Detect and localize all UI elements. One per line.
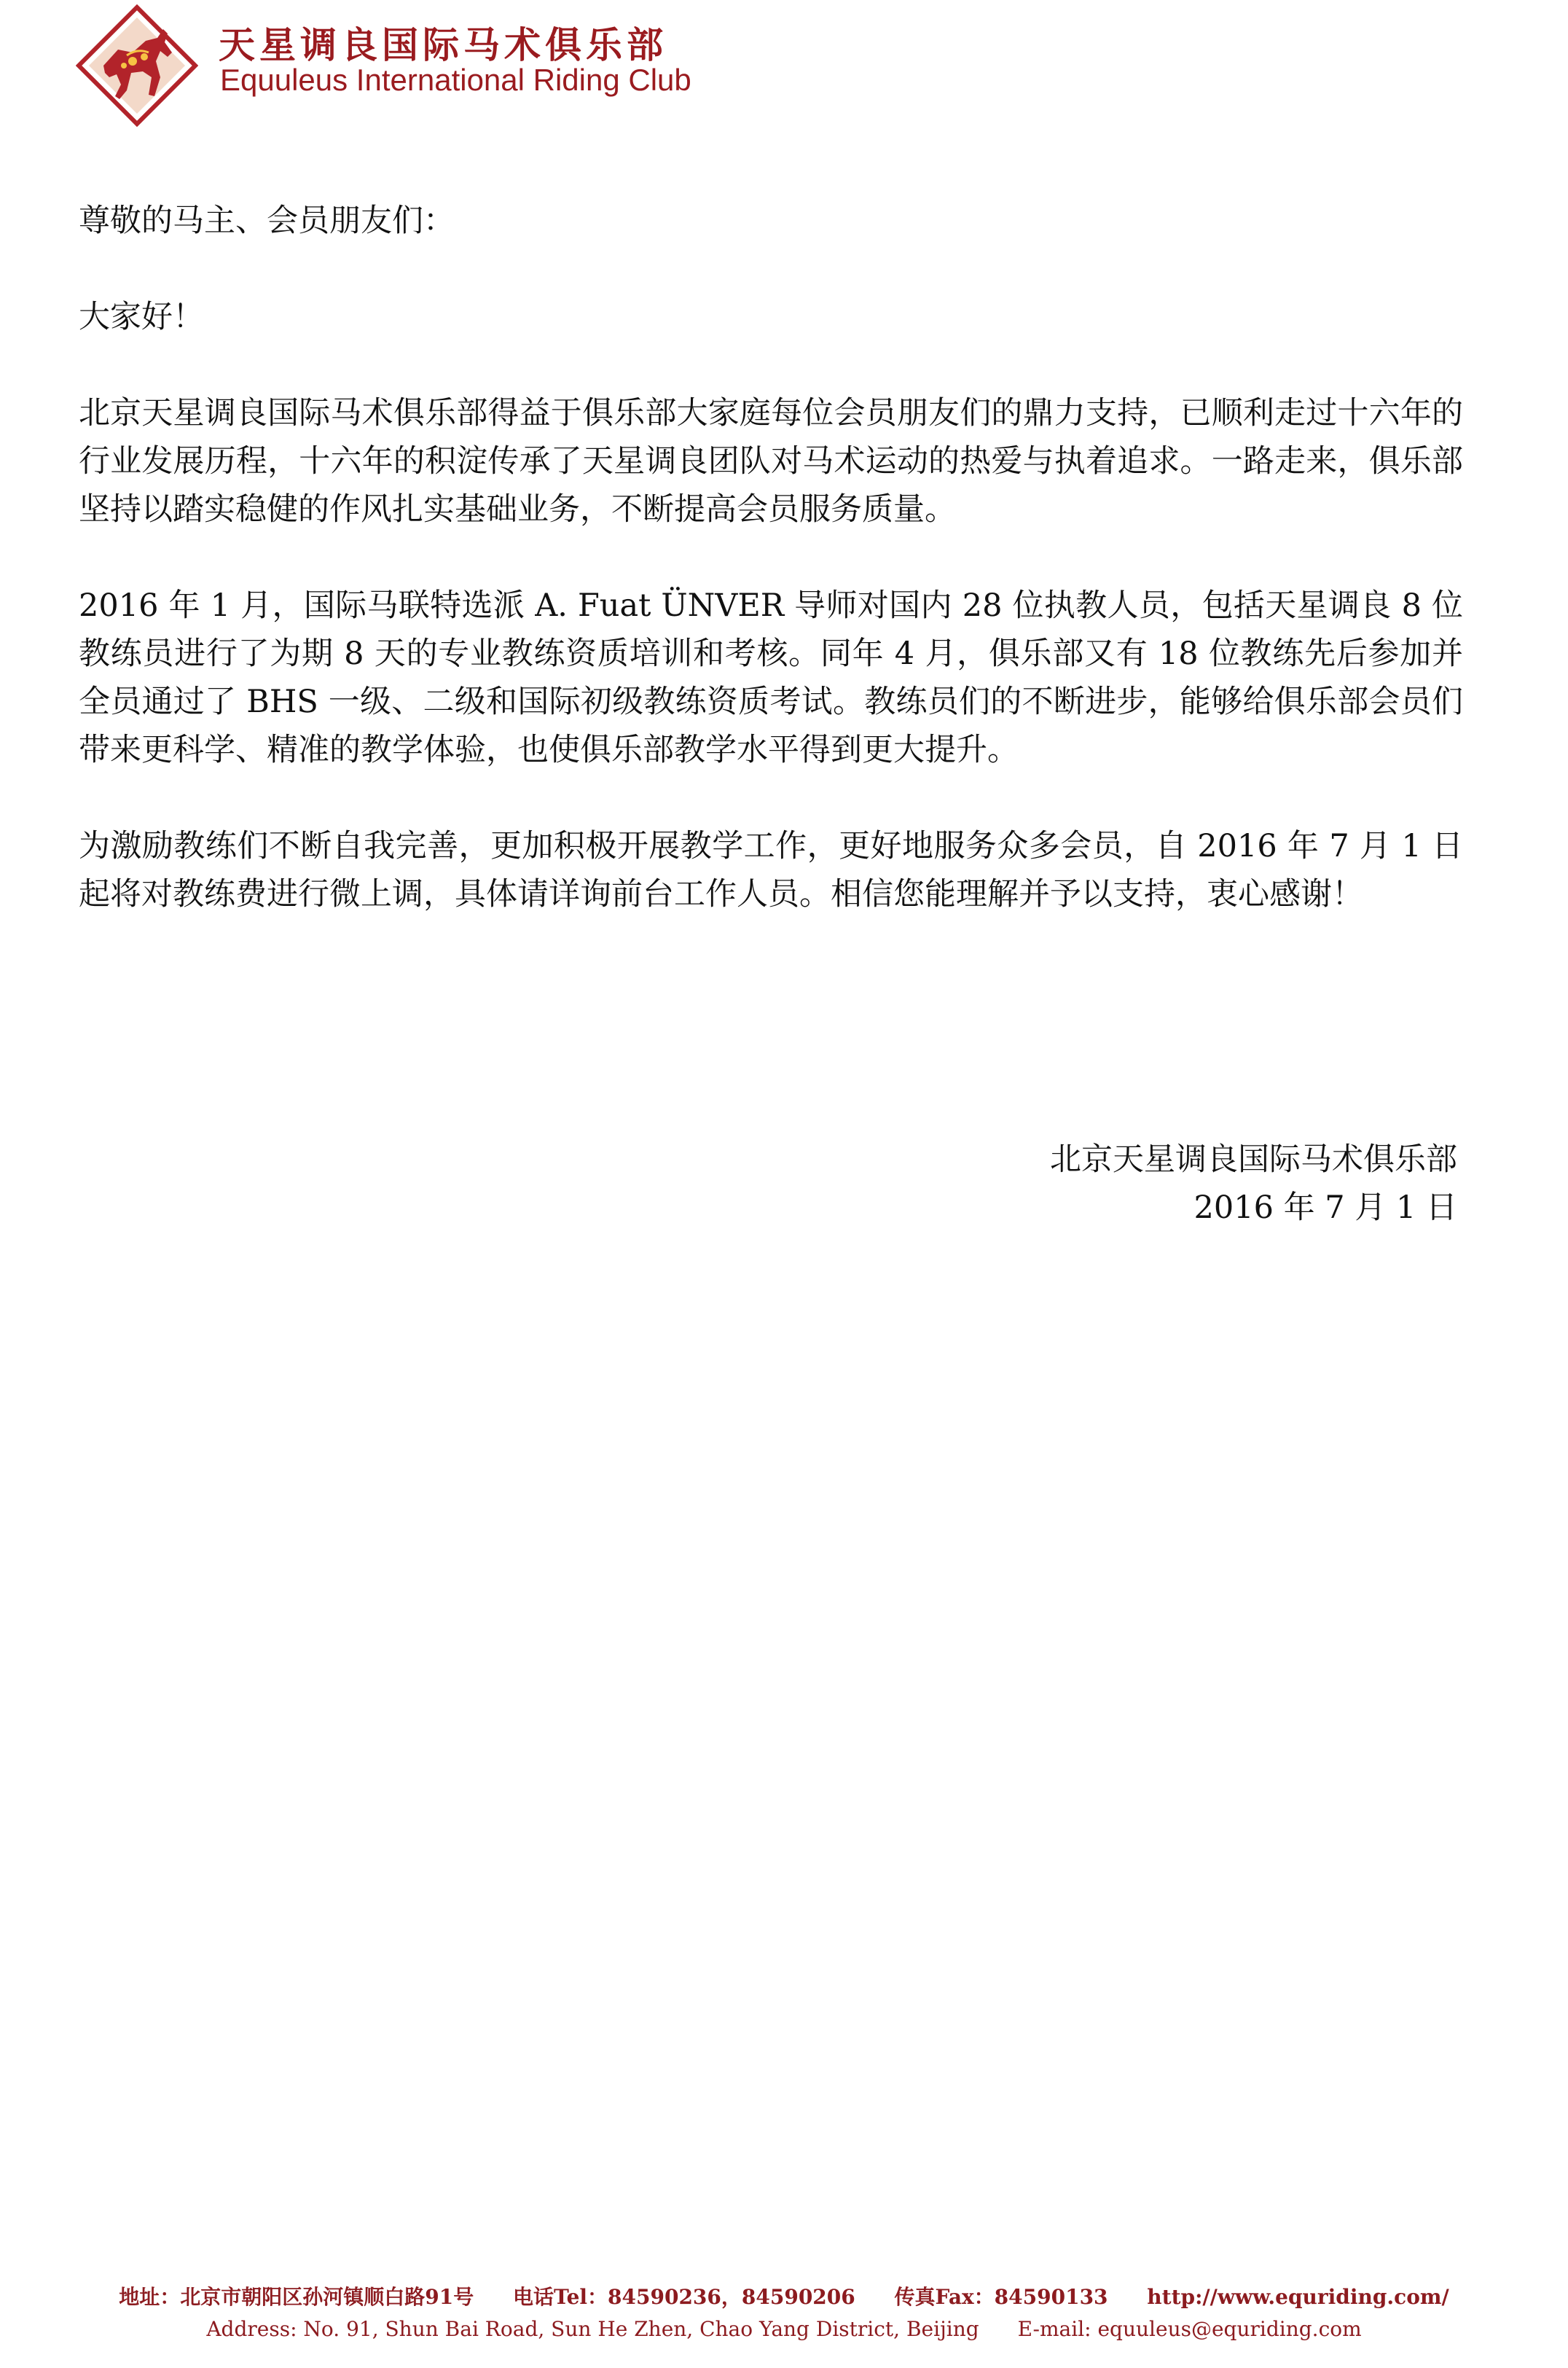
letter-body <box>79 197 1463 966</box>
footer-address-cn: 地址：北京市朝阳区孙河镇顺白路91号 <box>119 2285 474 2309</box>
club-name-chinese: 天星调良国际马术俱乐部 <box>219 24 667 66</box>
paragraph-training: 2016 年 1 月，国际马联特选派 A. Fuat ÜNVER 导师对国内 28 位执教人员，包括天星调良 8 位教练员进行了为期 8 天的专业教练资质培训和考核。同年 4 月，俱乐部又有 18 位教练先后参加并全员通过了 BHS 一级、二级和国际初级教练资质考试。教练员们的不断进步，能够给俱乐部会员们带来更科学、精准的教学体验，也使俱乐部教学水平得到更大提升。 <box>79 587 1463 768</box>
salutation: 尊敬的马主、会员朋友们： <box>79 203 455 239</box>
letter-date: 2016 年 7 月 1 日 <box>1193 1189 1457 1226</box>
paragraph-history: 北京天星调良国际马术俱乐部得益于俱乐部大家庭每位会员朋友们的鼎力支持，已顺利走过十六年的行业发展历程，十六年的积淀传承了天星调良团队对马术运动的热爱与执着追求。一路走来，俱乐部坚持以踏实稳健的作风扎实基础业务，不断提高会员服务质量。 <box>79 395 1463 528</box>
footer-email-link[interactable]: E-mail: equuleus@equriding.com <box>1017 2317 1362 2341</box>
footer-fax: 传真Fax：84590133 <box>894 2285 1108 2309</box>
signature: 北京天星调良国际马术俱乐部 <box>1050 1141 1457 1178</box>
footer-phone: 电话Tel：84590236，84590206 <box>512 2285 855 2309</box>
letterhead <box>76 0 804 127</box>
horse-logo-icon <box>76 4 198 127</box>
letter-closing <box>1050 1136 1457 1232</box>
footer-address-line <box>0 2313 1568 2345</box>
footer-contact-line <box>0 2281 1568 2313</box>
club-name-english: Equuleus International Riding Club <box>220 63 691 97</box>
greeting: 大家好！ <box>79 299 204 335</box>
page-footer <box>0 2281 1568 2345</box>
paragraph-fee-adjustment: 为激励教练们不断自我完善，更加积极开展教学工作，更好地服务众多会员，自 2016 年 7 月 1 日起将对教练费进行微上调，具体请详询前台工作人员。相信您能理解并予以支持，衷心感谢！ <box>79 828 1463 913</box>
footer-address-en: Address: No. 91, Shun Bai Road, Sun He Zhen, Chao Yang District, Beijing <box>206 2317 979 2341</box>
footer-website-link[interactable]: http://www.equriding.com/ <box>1147 2285 1449 2309</box>
